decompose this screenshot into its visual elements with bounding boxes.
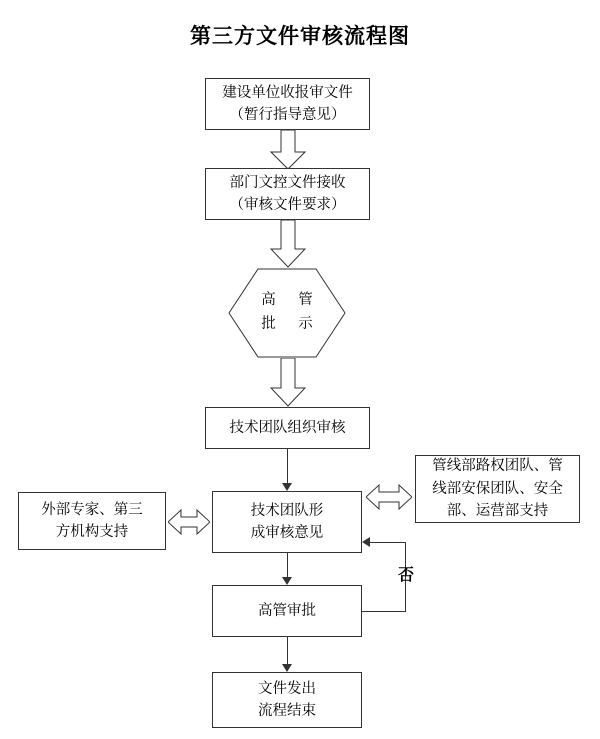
node-executive-instruction-line-1: 高 管 xyxy=(261,292,317,309)
block-arrow-executive-to-techreview xyxy=(270,358,306,407)
node-pipeline-department-support-line-1: 管线部路权团队、管 xyxy=(432,458,563,475)
connector-approval-to-end xyxy=(287,637,288,664)
node-tech-team-opinion xyxy=(212,491,362,553)
node-executive-instruction-line-2: 批 示 xyxy=(261,316,317,332)
node-process-end-line-1: 文件发出 xyxy=(258,680,316,697)
node-pipeline-department-support-line-3: 部、运营部支持 xyxy=(446,503,549,520)
node-pipeline-department-support xyxy=(415,455,580,523)
node-external-expert-support-line-1: 外部专家、第三 xyxy=(41,501,143,518)
node-department-doc-control-line-1: 部门文控文件接收 xyxy=(229,174,346,191)
node-receive-documents xyxy=(205,78,370,130)
connector-reject-bottom xyxy=(362,611,406,612)
connector-opinion-to-approval xyxy=(287,553,288,577)
node-tech-team-review xyxy=(205,407,370,449)
node-receive-documents-line-1: 建设单位收报审文件 xyxy=(222,84,353,101)
arrowhead-approval-to-end xyxy=(282,664,292,672)
arrowhead-review-to-opinion xyxy=(282,483,292,491)
node-external-expert-support xyxy=(18,492,166,550)
node-pipeline-department-support-line-2: 线部安保团队、安全 xyxy=(432,480,563,497)
block-arrow-external-support-bidirectional xyxy=(168,508,210,536)
node-tech-team-review-line-1: 技术团队组织审核 xyxy=(229,419,346,436)
node-receive-documents-line-2: （暂行指导意见） xyxy=(229,107,346,123)
block-arrow-pipeline-support-bidirectional xyxy=(366,483,412,511)
block-arrow-receive-to-doccontrol xyxy=(270,130,306,170)
node-external-expert-support-line-2: 方机构支持 xyxy=(55,524,129,540)
node-executive-approval-line-1: 高管审批 xyxy=(258,602,316,619)
node-department-doc-control xyxy=(205,168,370,220)
page-title: 第三方文件审核流程图 xyxy=(190,24,410,48)
node-tech-team-opinion-line-1: 技术团队形 xyxy=(250,502,324,519)
node-executive-instruction xyxy=(228,268,346,358)
arrowhead-reject-to-opinion xyxy=(362,537,370,547)
node-tech-team-opinion-line-2: 成审核意见 xyxy=(250,525,324,541)
connector-review-to-opinion xyxy=(287,449,288,483)
label-reject: 否 xyxy=(398,565,415,584)
node-process-end-line-2: 流程结束 xyxy=(258,703,316,719)
connector-reject-top xyxy=(370,542,406,543)
node-process-end xyxy=(212,672,362,728)
node-department-doc-control-line-2: （审核文件要求） xyxy=(229,197,346,213)
block-arrow-doccontrol-to-executive xyxy=(270,220,306,268)
node-executive-approval xyxy=(212,585,362,637)
arrowhead-opinion-to-approval xyxy=(282,577,292,585)
